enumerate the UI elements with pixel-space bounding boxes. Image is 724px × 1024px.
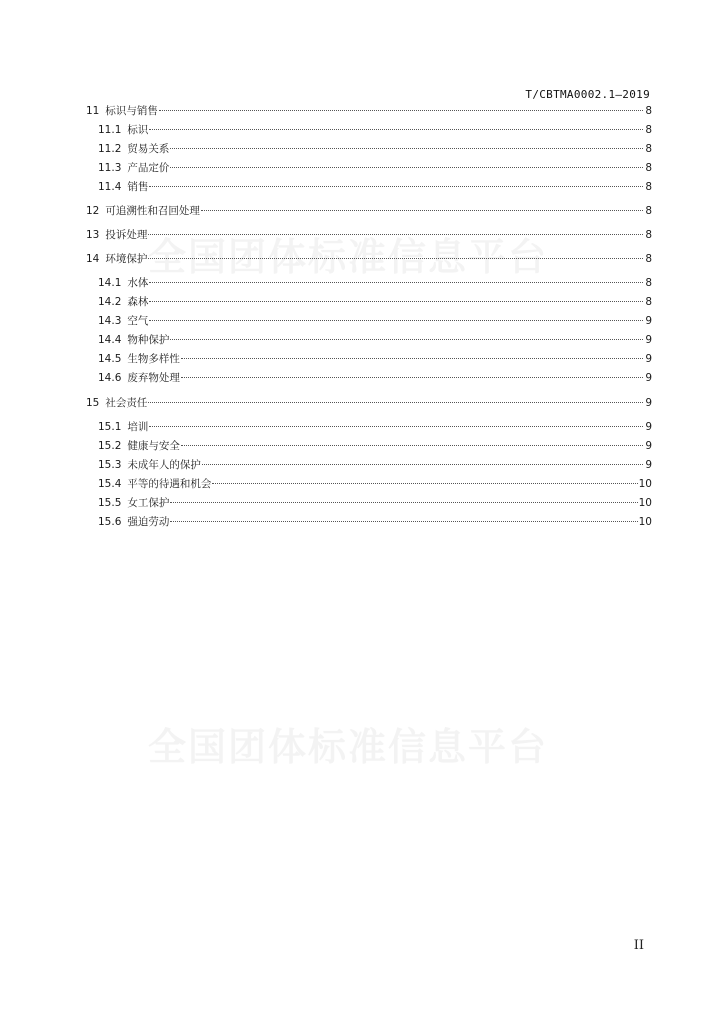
toc-entry[interactable] bbox=[86, 420, 652, 434]
toc-dot-leader bbox=[170, 521, 637, 522]
toc-entry[interactable] bbox=[86, 396, 652, 410]
toc-dot-leader bbox=[212, 483, 637, 484]
toc-dot-leader bbox=[149, 186, 643, 187]
toc-dot-leader bbox=[170, 339, 643, 340]
toc-entry-title: 投诉处理 bbox=[105, 229, 148, 241]
toc-entry-number: 15.5 bbox=[98, 497, 122, 509]
toc-entry-page: 8 bbox=[645, 162, 652, 174]
toc-entry-title: 未成年人的保护 bbox=[127, 459, 201, 471]
toc-dot-leader bbox=[181, 445, 643, 446]
toc-dot-leader bbox=[181, 358, 643, 359]
toc-entry[interactable] bbox=[86, 515, 652, 529]
toc-entry[interactable] bbox=[86, 142, 652, 156]
toc-entry-title: 强迫劳动 bbox=[127, 516, 170, 528]
toc-entry[interactable] bbox=[86, 276, 652, 290]
toc-entry[interactable] bbox=[86, 180, 652, 194]
toc-entry-number: 15.2 bbox=[98, 440, 122, 452]
page-number: II bbox=[633, 938, 644, 953]
toc-entry-page: 9 bbox=[645, 372, 652, 384]
toc-entry-number: 11.3 bbox=[98, 162, 122, 174]
toc-entry-page: 8 bbox=[645, 105, 652, 117]
toc-entry-number: 11.4 bbox=[98, 181, 122, 193]
toc-entry-title: 生物多样性 bbox=[127, 353, 180, 365]
toc-entry-title: 培训 bbox=[127, 421, 149, 433]
toc-entry[interactable] bbox=[86, 295, 652, 309]
toc-entry-page: 10 bbox=[638, 516, 652, 528]
toc-dot-leader bbox=[170, 148, 643, 149]
toc-entry-title: 产品定价 bbox=[127, 162, 170, 174]
toc-entry[interactable] bbox=[86, 123, 652, 137]
toc-entry-number: 14 bbox=[86, 253, 100, 265]
toc-entry-number: 11.2 bbox=[98, 143, 122, 155]
toc-entry-number: 15.3 bbox=[98, 459, 122, 471]
toc-entry-number: 14.3 bbox=[98, 315, 122, 327]
toc-entry-number: 14.4 bbox=[98, 334, 122, 346]
toc-dot-leader bbox=[148, 234, 643, 235]
toc-entry-title: 女工保护 bbox=[127, 497, 170, 509]
toc-entry-page: 9 bbox=[645, 353, 652, 365]
toc-entry-page: 9 bbox=[645, 459, 652, 471]
toc-dot-leader bbox=[149, 129, 643, 130]
toc-entry-page: 8 bbox=[645, 277, 652, 289]
toc-entry-title: 销售 bbox=[127, 181, 149, 193]
toc-entry-page: 8 bbox=[645, 124, 652, 136]
toc-entry-page: 10 bbox=[638, 497, 652, 509]
toc-dot-leader bbox=[148, 258, 643, 259]
toc-entry-title: 环境保护 bbox=[105, 253, 148, 265]
toc-entry-title: 可追溯性和召回处理 bbox=[105, 205, 200, 217]
toc-entry-page: 8 bbox=[645, 253, 652, 265]
toc-entry-page: 9 bbox=[645, 397, 652, 409]
toc-dot-leader bbox=[201, 210, 643, 211]
toc-entry-number: 14.6 bbox=[98, 372, 122, 384]
toc-dot-leader bbox=[149, 282, 643, 283]
toc-dot-leader bbox=[148, 402, 643, 403]
toc-entry[interactable] bbox=[86, 371, 652, 385]
toc-entry-title: 平等的待遇和机会 bbox=[127, 478, 212, 490]
toc-entry-number: 15.4 bbox=[98, 478, 122, 490]
toc-dot-leader bbox=[149, 320, 643, 321]
toc-entry-number: 11 bbox=[86, 105, 100, 117]
toc-entry-title: 健康与安全 bbox=[127, 440, 180, 452]
toc-entry-number: 14.5 bbox=[98, 353, 122, 365]
toc-entry[interactable] bbox=[86, 161, 652, 175]
toc-entry-page: 8 bbox=[645, 296, 652, 308]
toc-entry-number: 11.1 bbox=[98, 124, 122, 136]
toc-entry[interactable] bbox=[86, 352, 652, 366]
toc-entry-number: 15 bbox=[86, 397, 100, 409]
toc-entry[interactable] bbox=[86, 104, 652, 118]
toc-dot-leader bbox=[170, 502, 637, 503]
toc-entry-page: 8 bbox=[645, 205, 652, 217]
toc-entry-page: 9 bbox=[645, 440, 652, 452]
toc-entry-title: 社会责任 bbox=[105, 397, 148, 409]
toc-entry-number: 14.2 bbox=[98, 296, 122, 308]
toc-entry-number: 15.6 bbox=[98, 516, 122, 528]
toc-entry-page: 9 bbox=[645, 421, 652, 433]
toc-entry-title: 森林 bbox=[127, 296, 149, 308]
toc-entry-page: 9 bbox=[645, 315, 652, 327]
toc-entry-page: 8 bbox=[645, 181, 652, 193]
toc-entry-title: 空气 bbox=[127, 315, 149, 327]
toc-entry-title: 贸易关系 bbox=[127, 143, 170, 155]
toc-entry-title: 标识 bbox=[127, 124, 149, 136]
toc-entry[interactable] bbox=[86, 333, 652, 347]
toc-entry[interactable] bbox=[86, 458, 652, 472]
toc-entry-title: 标识与销售 bbox=[105, 105, 158, 117]
toc-entry[interactable] bbox=[86, 439, 652, 453]
toc-entry[interactable] bbox=[86, 252, 652, 266]
toc-entry-number: 13 bbox=[86, 229, 100, 241]
toc-entry-page: 9 bbox=[645, 334, 652, 346]
toc-entry-title: 废弃物处理 bbox=[127, 372, 180, 384]
toc-dot-leader bbox=[202, 464, 643, 465]
watermark-bottom bbox=[148, 716, 548, 771]
toc-entry-number: 14.1 bbox=[98, 277, 122, 289]
toc-entry-number: 12 bbox=[86, 205, 100, 217]
toc-entry[interactable] bbox=[86, 228, 652, 242]
toc-entry[interactable] bbox=[86, 204, 652, 218]
toc-dot-leader bbox=[170, 167, 643, 168]
toc-entry[interactable] bbox=[86, 496, 652, 510]
toc-entry[interactable] bbox=[86, 314, 652, 328]
toc-entry-page: 8 bbox=[645, 143, 652, 155]
toc-entry-title: 水体 bbox=[127, 277, 149, 289]
toc-dot-leader bbox=[159, 110, 643, 111]
toc-entry-number: 15.1 bbox=[98, 421, 122, 433]
toc-entry-page: 10 bbox=[638, 478, 652, 490]
toc-entry[interactable] bbox=[86, 477, 652, 491]
document-code: T/CBTMA0002.1—2019 bbox=[525, 88, 650, 101]
toc-dot-leader bbox=[149, 301, 643, 302]
toc-dot-leader bbox=[181, 377, 643, 378]
toc-entry-page: 8 bbox=[645, 229, 652, 241]
toc-dot-leader bbox=[149, 426, 643, 427]
toc-entry-title: 物种保护 bbox=[127, 334, 170, 346]
